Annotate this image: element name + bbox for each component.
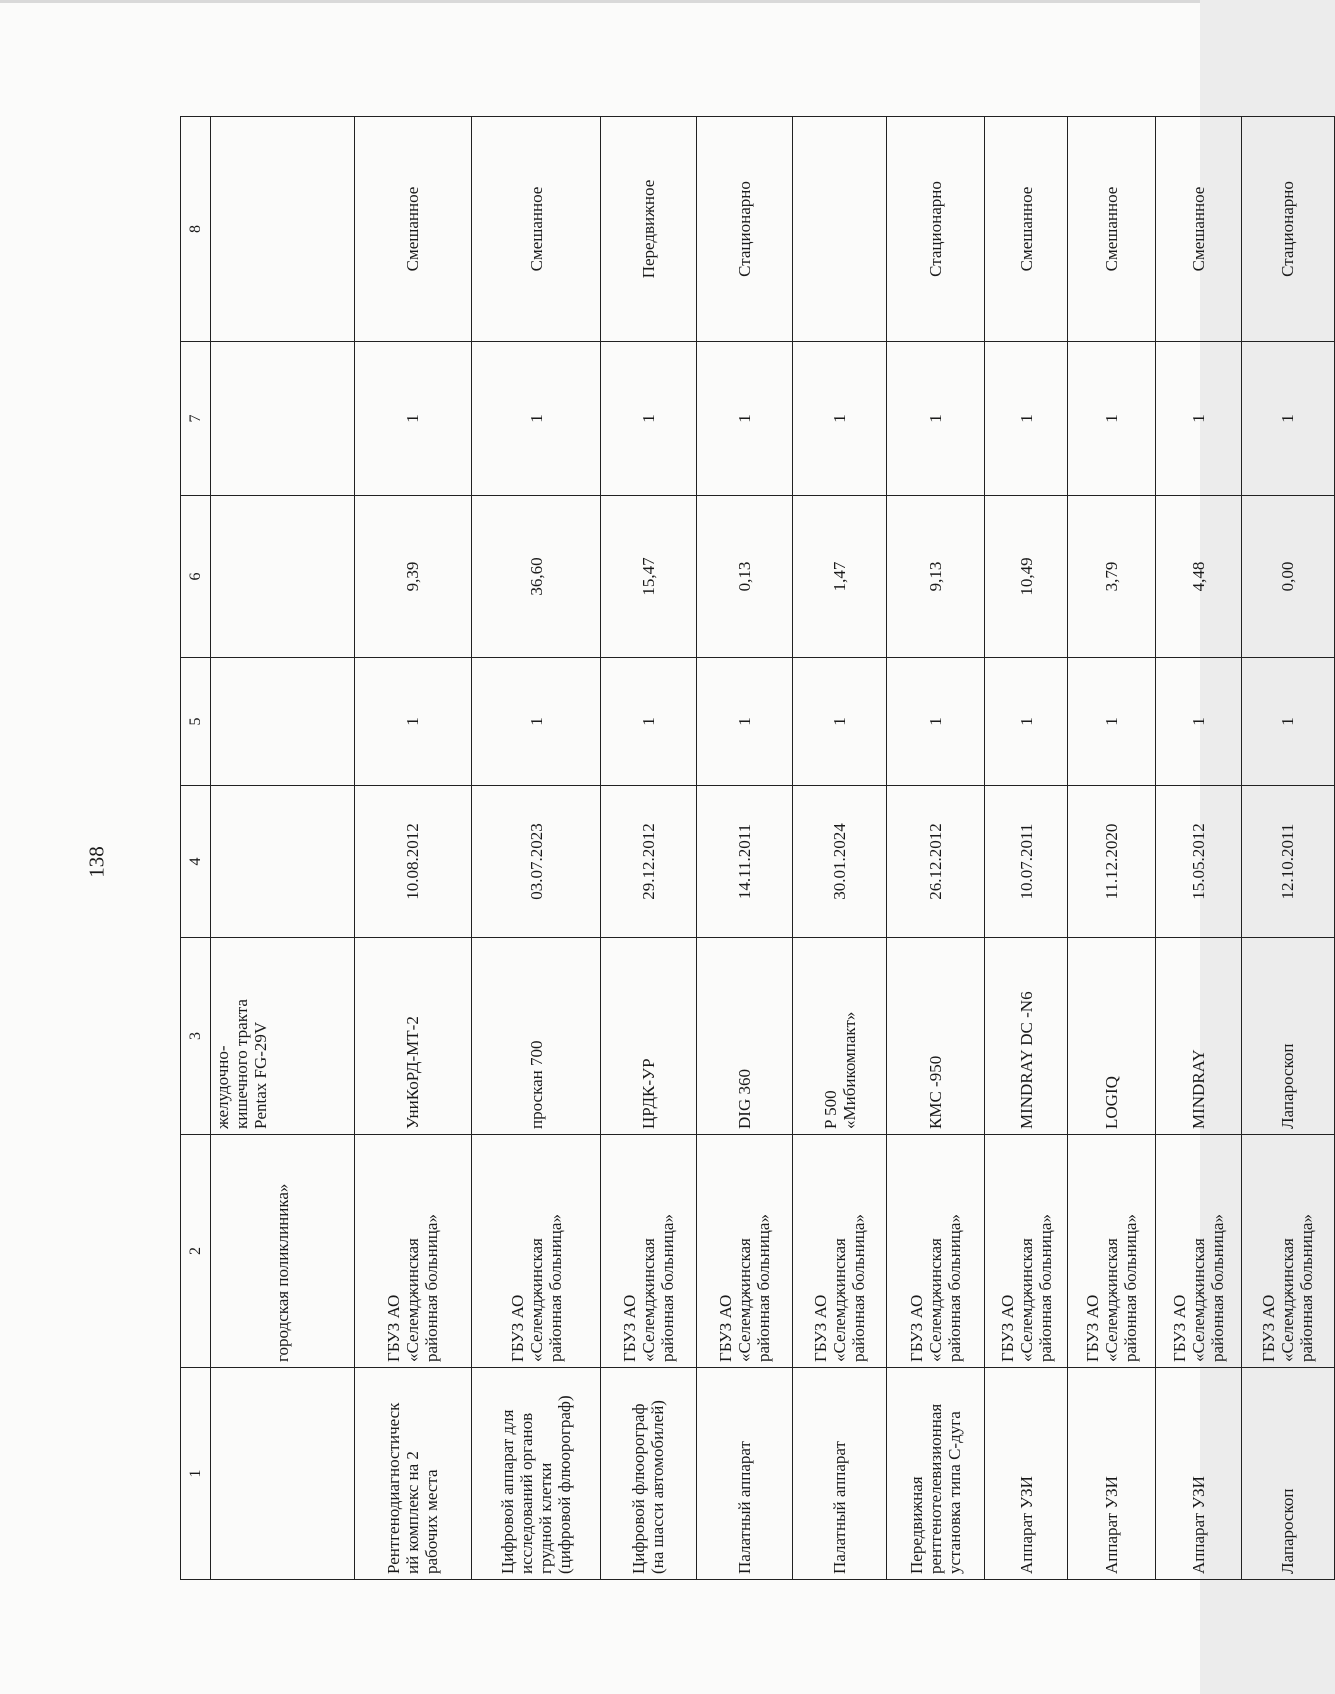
table-header-row bbox=[181, 117, 211, 1580]
organization-cell: ГБУЗ АО «Селемджинская районная больница» bbox=[985, 1135, 1068, 1368]
table-row bbox=[354, 117, 472, 1580]
quantity-cell: 1 bbox=[696, 658, 793, 786]
table-row bbox=[887, 117, 985, 1580]
table-row bbox=[472, 117, 601, 1580]
usage-mode-cell bbox=[793, 117, 887, 342]
table-row bbox=[601, 117, 696, 1580]
column-header: 6 bbox=[181, 496, 211, 658]
usage-mode-cell: Смешанное bbox=[354, 117, 472, 342]
model-cell: MINDRAY DC -N6 bbox=[985, 938, 1068, 1135]
count-cell: 1 bbox=[472, 342, 601, 496]
equipment-name-cell: Аппарат УЗИ bbox=[1068, 1368, 1156, 1580]
quantity-cell bbox=[210, 658, 354, 786]
model-cell: КМС -950 bbox=[887, 938, 985, 1135]
model-cell: Лапароскоп bbox=[1241, 938, 1334, 1135]
organization-cell: ГБУЗ АО «Селемджинская районная больница» bbox=[1241, 1135, 1334, 1368]
organization-cell: ГБУЗ АО «Селемджинская районная больница» bbox=[696, 1135, 793, 1368]
install-date-cell: 14.11.2011 bbox=[696, 786, 793, 938]
install-date-cell: 11.12.2020 bbox=[1068, 786, 1156, 938]
model-cell: проскан 700 bbox=[472, 938, 601, 1135]
column-header: 7 bbox=[181, 342, 211, 496]
usage-mode-cell: Смешанное bbox=[1068, 117, 1156, 342]
value-cell: 10,49 bbox=[985, 496, 1068, 658]
quantity-cell: 1 bbox=[887, 658, 985, 786]
table-row bbox=[1241, 117, 1334, 1580]
count-cell: 1 bbox=[696, 342, 793, 496]
scan-edge bbox=[0, 0, 1200, 3]
quantity-cell: 1 bbox=[793, 658, 887, 786]
usage-mode-cell: Передвижное bbox=[601, 117, 696, 342]
count-cell: 1 bbox=[985, 342, 1068, 496]
table-row bbox=[1156, 117, 1242, 1580]
table-row bbox=[1068, 117, 1156, 1580]
install-date-cell: 15.05.2012 bbox=[1156, 786, 1242, 938]
model-cell: желудочно- кишечного тракта Pentax FG-29V bbox=[210, 938, 354, 1135]
usage-mode-cell: Смешанное bbox=[1156, 117, 1242, 342]
quantity-cell: 1 bbox=[601, 658, 696, 786]
count-cell: 1 bbox=[601, 342, 696, 496]
table-row bbox=[696, 117, 793, 1580]
install-date-cell: 10.07.2011 bbox=[985, 786, 1068, 938]
value-cell: 9,39 bbox=[354, 496, 472, 658]
equipment-table bbox=[180, 116, 1335, 1580]
count-cell bbox=[210, 342, 354, 496]
organization-cell: ГБУЗ АО «Селемджинская районная больница» bbox=[472, 1135, 601, 1368]
value-cell: 9,13 bbox=[887, 496, 985, 658]
install-date-cell: 10.08.2012 bbox=[354, 786, 472, 938]
organization-cell: ГБУЗ АО «Селемджинская районная больница» bbox=[887, 1135, 985, 1368]
quantity-cell: 1 bbox=[472, 658, 601, 786]
value-cell: 4,48 bbox=[1156, 496, 1242, 658]
install-date-cell: 30.01.2024 bbox=[793, 786, 887, 938]
table-row bbox=[793, 117, 887, 1580]
column-header: 5 bbox=[181, 658, 211, 786]
count-cell: 1 bbox=[1156, 342, 1242, 496]
column-header: 8 bbox=[181, 117, 211, 342]
organization-cell: ГБУЗ АО «Селемджинская районная больница» bbox=[793, 1135, 887, 1368]
equipment-name-cell: Рентгенодиагностическ ий комплекс на 2 рабочих места bbox=[354, 1368, 472, 1580]
organization-cell: ГБУЗ АО «Селемджинская районная больница» bbox=[354, 1135, 472, 1368]
table-row bbox=[985, 117, 1068, 1580]
usage-mode-cell: Стационарно bbox=[1241, 117, 1334, 342]
equipment-name-cell: Передвижная рентгенотелевизионная установка типа С-дуга bbox=[887, 1368, 985, 1580]
value-cell: 0,13 bbox=[696, 496, 793, 658]
quantity-cell: 1 bbox=[1068, 658, 1156, 786]
organization-cell: ГБУЗ АО «Селемджинская районная больница» bbox=[601, 1135, 696, 1368]
equipment-name-cell: Палатный аппарат bbox=[793, 1368, 887, 1580]
table-row bbox=[210, 117, 354, 1580]
usage-mode-cell: Стационарно bbox=[887, 117, 985, 342]
equipment-name-cell: Цифровой флюорограф (на шасси автомобилей) bbox=[601, 1368, 696, 1580]
usage-mode-cell bbox=[210, 117, 354, 342]
value-cell: 15,47 bbox=[601, 496, 696, 658]
column-header: 1 bbox=[181, 1368, 211, 1580]
usage-mode-cell: Смешанное bbox=[472, 117, 601, 342]
column-header: 2 bbox=[181, 1135, 211, 1368]
equipment-name-cell: Палатный аппарат bbox=[696, 1368, 793, 1580]
usage-mode-cell: Стационарно bbox=[696, 117, 793, 342]
model-cell: ЦРДК-УР bbox=[601, 938, 696, 1135]
value-cell: 36,60 bbox=[472, 496, 601, 658]
usage-mode-cell: Смешанное bbox=[985, 117, 1068, 342]
install-date-cell: 12.10.2011 bbox=[1241, 786, 1334, 938]
count-cell: 1 bbox=[793, 342, 887, 496]
page-number: 138 bbox=[84, 846, 109, 878]
equipment-name-cell: Цифровой аппарат для исследований органов грудной клетки (цифровой флюорограф) bbox=[472, 1368, 601, 1580]
equipment-name-cell: Лапароскоп bbox=[1241, 1368, 1334, 1580]
table-rotation-frame bbox=[180, 117, 1335, 1580]
model-cell: LOGIQ bbox=[1068, 938, 1156, 1135]
quantity-cell: 1 bbox=[354, 658, 472, 786]
count-cell: 1 bbox=[354, 342, 472, 496]
equipment-name-cell bbox=[210, 1368, 354, 1580]
column-header: 4 bbox=[181, 786, 211, 938]
equipment-name-cell: Аппарат УЗИ bbox=[1156, 1368, 1242, 1580]
value-cell: 3,79 bbox=[1068, 496, 1156, 658]
model-cell: MINDRAY bbox=[1156, 938, 1242, 1135]
count-cell: 1 bbox=[1241, 342, 1334, 496]
install-date-cell: 03.07.2023 bbox=[472, 786, 601, 938]
quantity-cell: 1 bbox=[1156, 658, 1242, 786]
install-date-cell: 29.12.2012 bbox=[601, 786, 696, 938]
model-cell: P 500 «Мибикомпакт» bbox=[793, 938, 887, 1135]
install-date-cell: 26.12.2012 bbox=[887, 786, 985, 938]
organization-cell: ГБУЗ АО «Селемджинская районная больница» bbox=[1068, 1135, 1156, 1368]
organization-cell: городская поликлиника» bbox=[210, 1135, 354, 1368]
value-cell bbox=[210, 496, 354, 658]
table-rotated-container bbox=[180, 117, 1335, 1580]
count-cell: 1 bbox=[1068, 342, 1156, 496]
organization-cell: ГБУЗ АО «Селемджинская районная больница» bbox=[1156, 1135, 1242, 1368]
count-cell: 1 bbox=[887, 342, 985, 496]
model-cell: УниКоРД-МТ-2 bbox=[354, 938, 472, 1135]
column-header: 3 bbox=[181, 938, 211, 1135]
value-cell: 0,00 bbox=[1241, 496, 1334, 658]
equipment-name-cell: Аппарат УЗИ bbox=[985, 1368, 1068, 1580]
table-body bbox=[181, 117, 1335, 1580]
quantity-cell: 1 bbox=[985, 658, 1068, 786]
quantity-cell: 1 bbox=[1241, 658, 1334, 786]
value-cell: 1,47 bbox=[793, 496, 887, 658]
model-cell: DIG 360 bbox=[696, 938, 793, 1135]
install-date-cell bbox=[210, 786, 354, 938]
